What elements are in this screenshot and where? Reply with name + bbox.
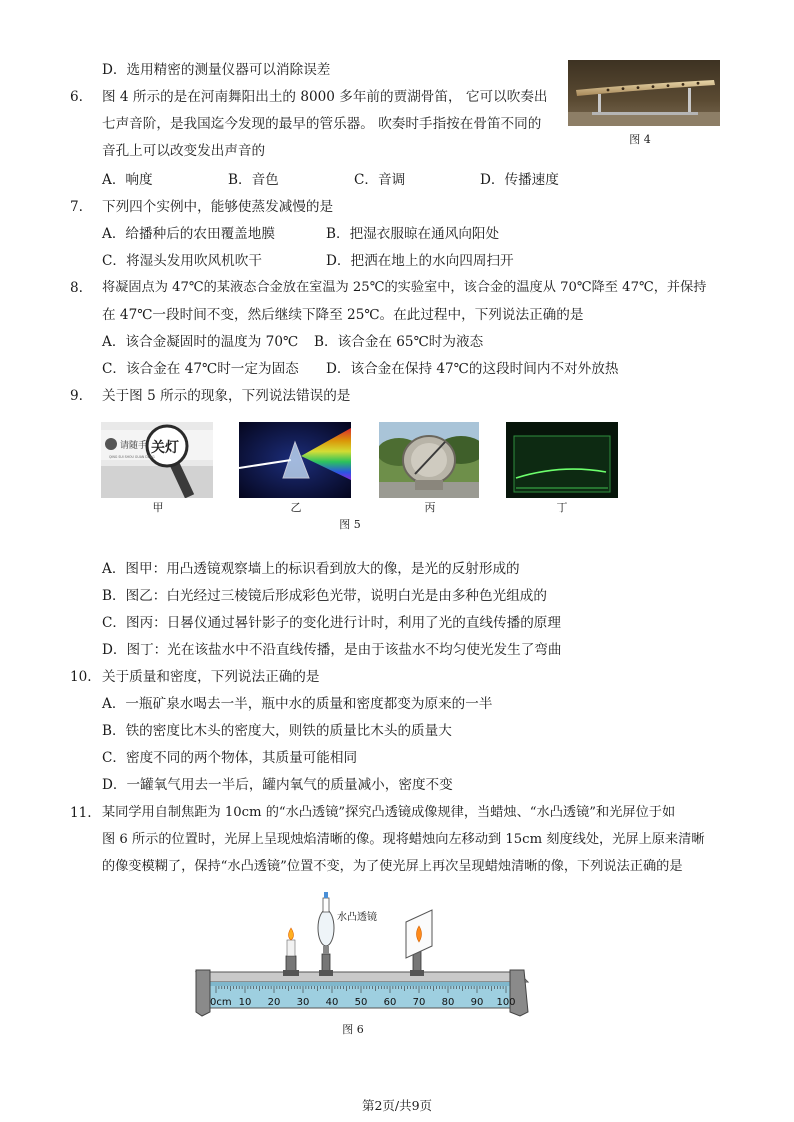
ruler-tick-label: 80	[441, 997, 455, 1008]
q10-option-b: B．铁的密度比木头的密度大，则铁的质量比木头的质量大	[102, 723, 452, 739]
q6-number: 6.	[70, 89, 83, 105]
q10-number: 10.	[70, 669, 92, 685]
q11-line2: 图 6 所示的位置时，光屏上呈现烛焰清晰的像。现将蜡烛向左移动到 15cm 刻度线处，光屏上原来清晰	[102, 832, 705, 847]
q9-option-b: B．图乙：白光经过三棱镜后形成彩色光带，说明白光是由多种色光组成的	[102, 588, 547, 604]
ruler-tick-label: 20	[267, 997, 281, 1008]
q10-option-a: A．一瓶矿泉水喝去一半，瓶中水的质量和密度都变为原来的一半	[102, 696, 493, 712]
figure-5-jia-image	[101, 422, 213, 498]
q11-line1: 某同学用自制焦距为 10cm 的“水凸透镜”探究凸透镜成像规律，当蜡烛、“水凸透镜”和光屏位于如	[102, 805, 676, 820]
sign-highlight-text: 关灯	[151, 440, 179, 456]
page-number-footer: 第2页/共9页	[361, 1098, 433, 1113]
ruler-tick-label: 50	[354, 997, 368, 1008]
q6-line2: 七声音阶，是我国迄今发现的最早的管乐器。 吹奏时手指按在骨笛不同的	[102, 116, 542, 132]
ruler-tick-label: 100	[496, 997, 516, 1008]
figure-6-optical-bench	[188, 888, 538, 1018]
figure-5-label-ding: 丁	[556, 501, 568, 514]
q6-option-d: D．传播速度	[480, 172, 559, 188]
q7-option-c: C．将湿头发用吹风机吹干	[102, 253, 262, 269]
ruler-tick-label: 60	[383, 997, 397, 1008]
ruler-tick-label: 70	[412, 997, 426, 1008]
q6-line3: 音孔上可以改变发出声音的	[102, 143, 266, 159]
figure-5-caption: 图 5	[339, 518, 361, 531]
q7-stem: 下列四个实例中，能够使蒸发减慢的是	[102, 199, 334, 215]
ruler-tick-label: 0cm	[210, 997, 232, 1008]
q8-option-c: C．该合金在 47℃时一定为固态	[102, 361, 299, 377]
q9-option-a: A．图甲：用凸透镜观察墙上的标识看到放大的像，是光的反射形成的	[102, 561, 520, 577]
q9-option-c: C．图丙：日晷仪通过晷针影子的变化进行计时，利用了光的直线传播的原理	[102, 615, 561, 631]
q8-option-b: B．该合金在 65℃时为液态	[314, 334, 484, 350]
q8-line1: 将凝固点为 47℃的某液态合金放在室温为 25℃的实验室中，该合金的温度从 70℃降至 47℃，并保持	[102, 280, 707, 295]
q11-line3: 的像变模糊了，保持“水凸透镜”位置不变，为了使光屏上再次呈现蜡烛清晰的像，下列说法正确的是	[102, 859, 683, 874]
q10-option-d: D．一罐氧气用去一半后，罐内氧气的质量减小，密度不变	[102, 777, 453, 793]
q8-number: 8.	[70, 280, 83, 296]
ruler-tick-label: 40	[325, 997, 339, 1008]
water-lens-label: 水凸透镜	[337, 912, 377, 923]
q8-option-d: D．该合金在保持 47℃的这段时间内不对外放热	[326, 361, 619, 377]
q6-line1: 图 4 所示的是在河南舞阳出土的 8000 多年前的贾湖骨笛， 它可以吹奏出	[102, 89, 548, 105]
q8-option-a: A．该合金凝固时的温度为 70℃	[102, 334, 299, 350]
q7-option-a: A．给播种后的农田覆盖地膜	[102, 226, 275, 242]
ruler-tick-label: 30	[296, 997, 310, 1008]
q9-option-d: D．图丁：光在该盐水中不沿直线传播，是由于该盐水不均匀使光发生了弯曲	[102, 642, 562, 658]
q7-option-b: B．把湿衣服晾在通风向阳处	[326, 226, 500, 242]
q7-option-d: D．把洒在地上的水向四周扫开	[326, 253, 514, 269]
q11-number: 11.	[70, 805, 92, 821]
ruler-tick-label: 10	[238, 997, 252, 1008]
figure-5-ding-image	[506, 422, 618, 498]
sign-text: 请随手	[120, 441, 148, 451]
q10-option-c: C．密度不同的两个物体，其质量可能相同	[102, 750, 358, 766]
figure-5-label-jia: 甲	[152, 501, 164, 514]
figure-4-caption: 图 4	[629, 133, 651, 146]
q9-stem: 关于图 5 所示的现象，下列说法错误的是	[102, 388, 351, 404]
q6-option-a: A．响度	[102, 172, 153, 188]
q6-option-b: B．音色	[228, 172, 279, 188]
q9-number: 9.	[70, 388, 83, 404]
sign-pinyin-text: QING SUI SHOU GUAN DENG	[109, 455, 155, 459]
figure-5-label-bing: 丙	[424, 501, 436, 514]
figure-5-bing-image	[379, 422, 479, 498]
figure-5-yi-image	[239, 422, 351, 498]
q5-option-d: D．选用精密的测量仪器可以消除误差	[102, 62, 331, 78]
q8-line2: 在 47℃一段时间不变，然后继续下降至 25℃。在此过程中，下列说法正确的是	[102, 307, 584, 323]
figure-6-caption: 图 6	[342, 1023, 364, 1036]
figure-5-label-yi: 乙	[290, 501, 302, 514]
q7-number: 7.	[70, 199, 83, 215]
figure-4-bone-flute-image	[568, 60, 720, 126]
ruler-tick-label: 90	[470, 997, 484, 1008]
q6-option-c: C．音调	[354, 172, 406, 188]
q10-stem: 关于质量和密度，下列说法正确的是	[102, 669, 320, 685]
